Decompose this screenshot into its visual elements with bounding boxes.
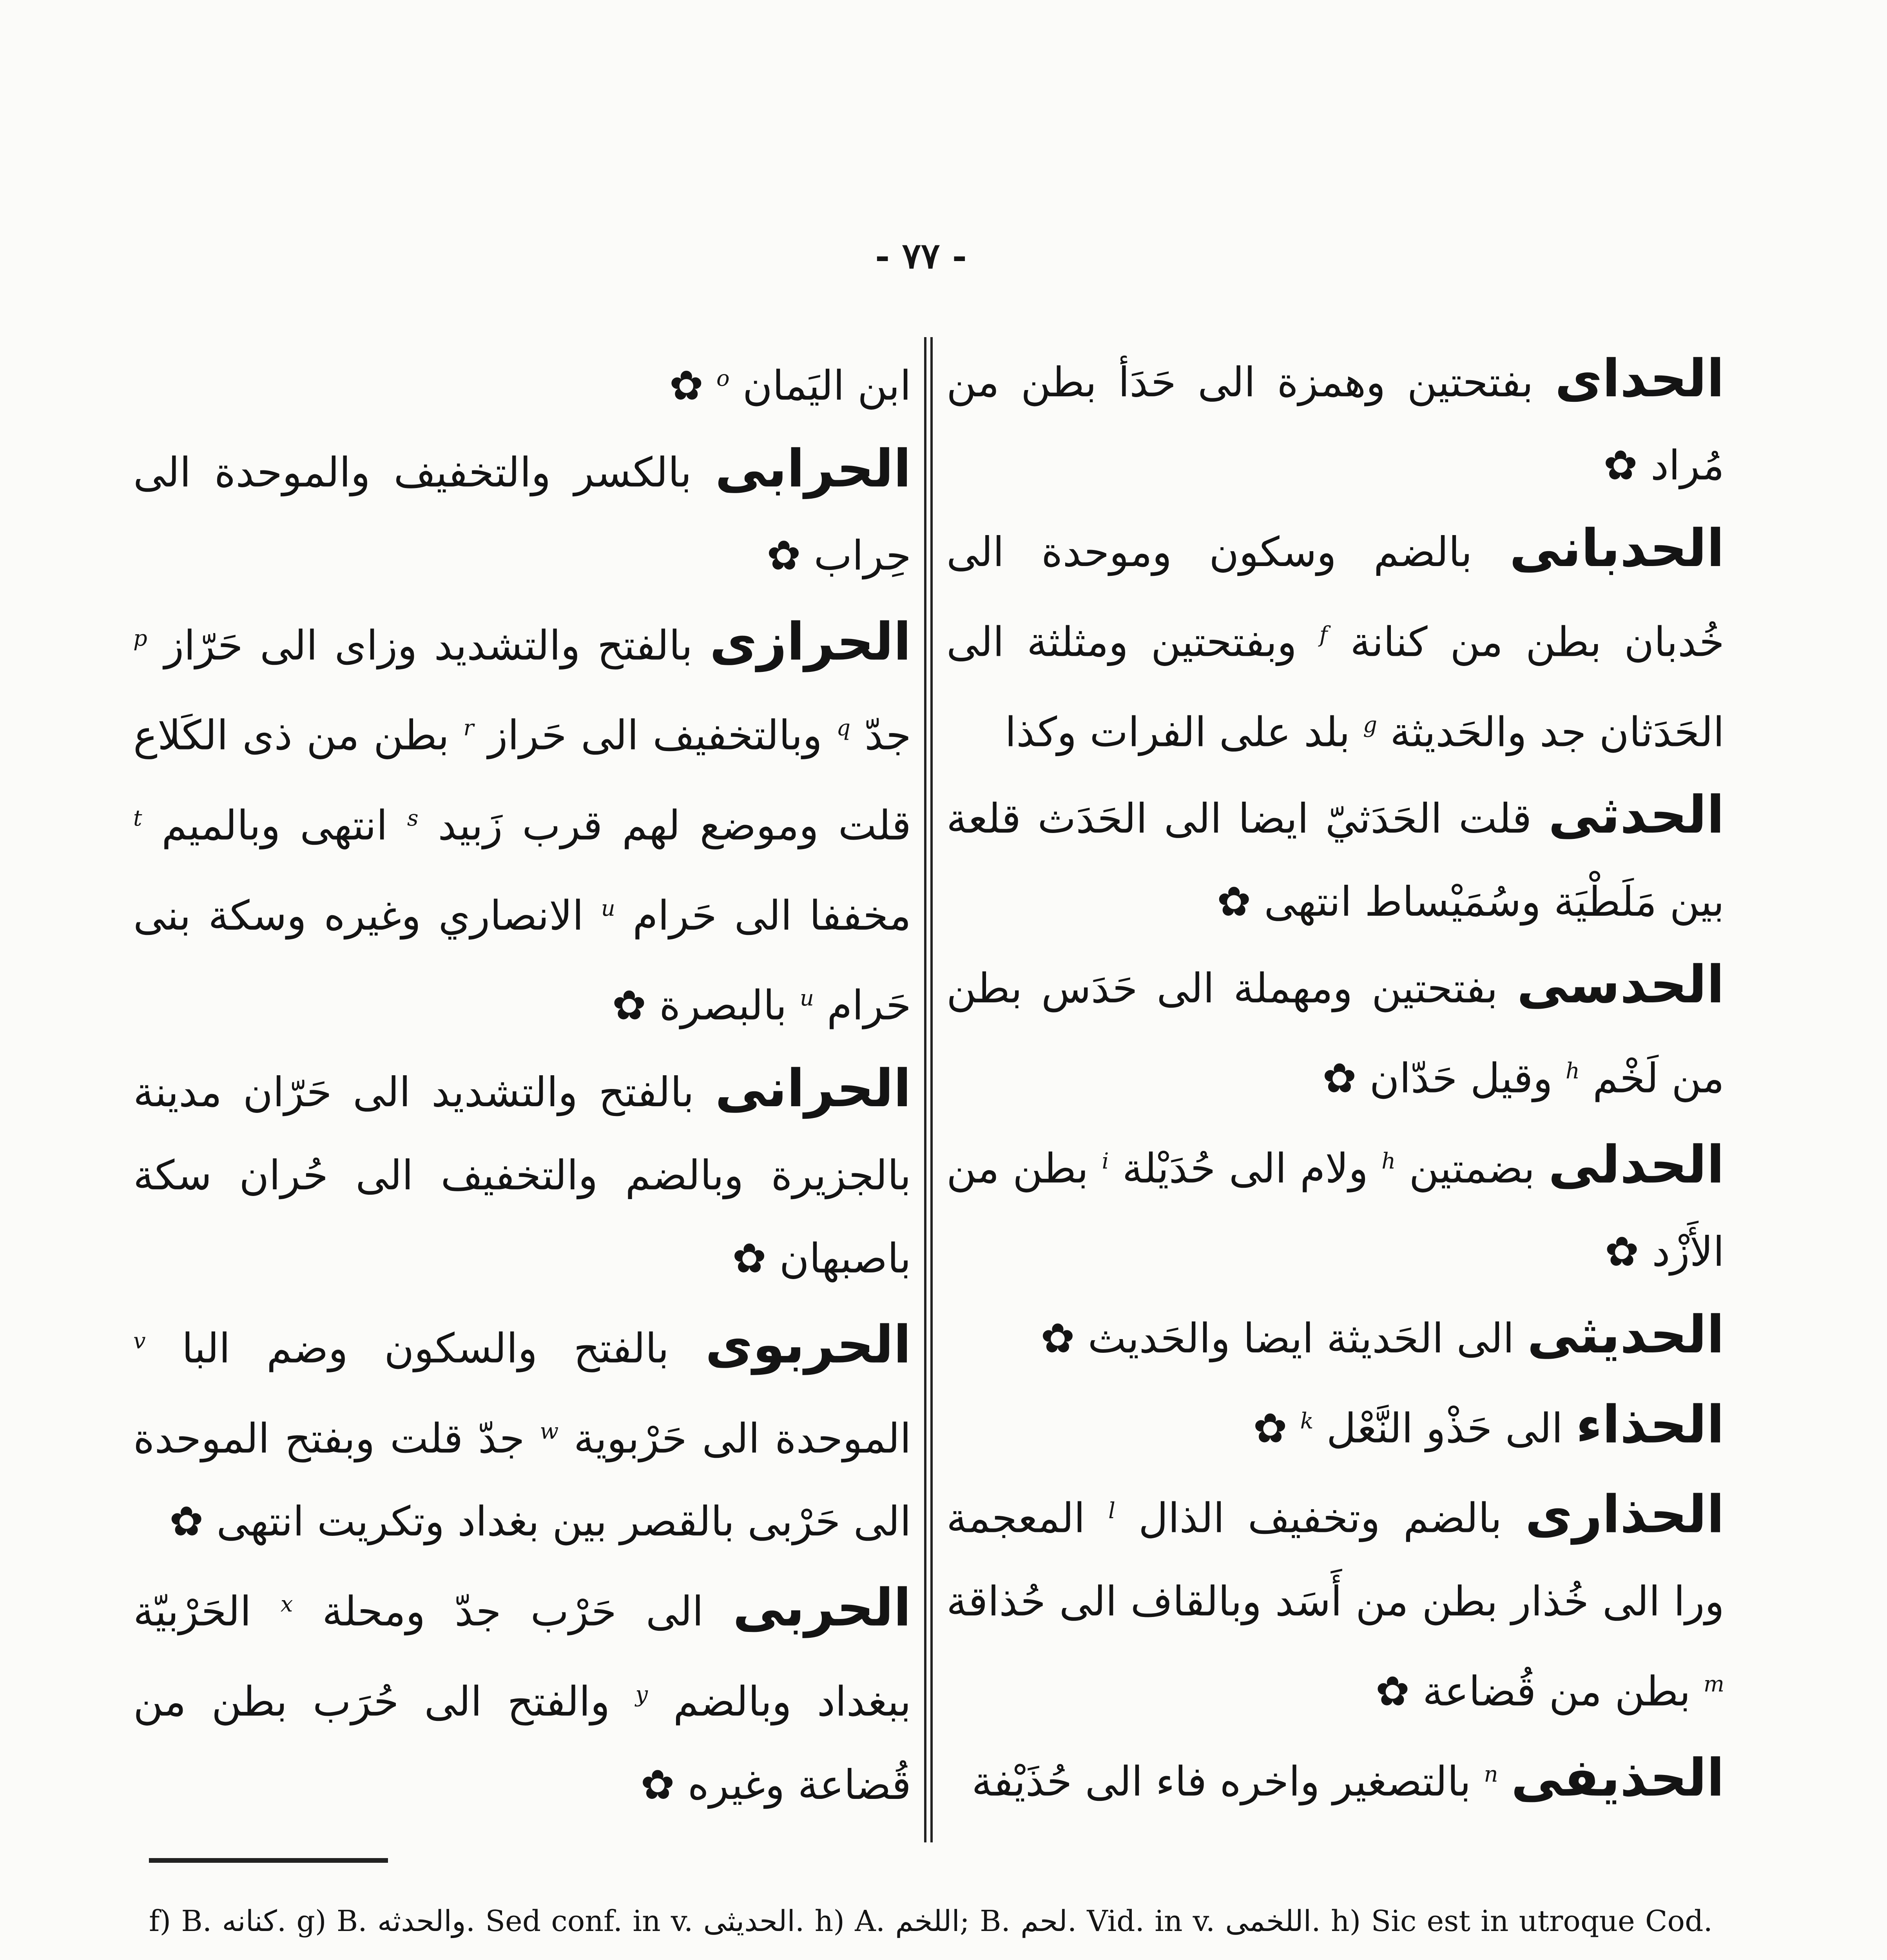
footnote-ref: m — [1703, 1671, 1724, 1697]
entry-headword: الحذیفی — [1511, 1748, 1724, 1808]
entry-text: ابن اليَمان — [729, 361, 911, 410]
entry-text: بالبصرة ✿ — [612, 981, 800, 1029]
entry-text: وقيل حَدّان ✿ — [1322, 1054, 1566, 1102]
footnote-ref: h — [1565, 1058, 1580, 1084]
footnote-ref: s — [407, 805, 419, 831]
entry-text: جدّ قلت وبفتح الموحدة الى حَرْبى بالقصر بين بغداد وتكريت انتهى ✿ — [133, 1414, 911, 1546]
footnote-ref: u — [601, 895, 615, 921]
entry — [946, 507, 1724, 773]
entry-text: وبالتخفيف الى حَراز — [474, 711, 837, 759]
entry-headword: الحربی — [732, 1577, 912, 1638]
entry-text: بالتصغير واخره فاء الى حُذَيْفة — [972, 1757, 1484, 1806]
entry-text: ✿ — [1253, 1404, 1300, 1452]
entry-text: الانصاري وغيره وسكة بنى حَرام — [133, 891, 911, 1029]
entry-text: بطن من الأَزْد ✿ — [946, 1144, 1724, 1276]
entry-text: الى حَرْب جدّ ومحلة — [293, 1587, 733, 1635]
entry-text — [1498, 1757, 1511, 1805]
entry — [133, 597, 911, 1047]
footnote-ref: w — [540, 1418, 559, 1444]
left-column — [133, 337, 911, 1838]
entry — [946, 337, 1724, 507]
entry-text: جدّ — [850, 711, 912, 759]
entry — [946, 1293, 1724, 1380]
entry-headword: الحدیثی — [1527, 1304, 1724, 1365]
footnote-ref: g — [1363, 712, 1378, 738]
entry-text: ولام الى حُدَيْلة — [1109, 1144, 1382, 1192]
entry-text: الى حَذْو النَّعْل — [1313, 1404, 1576, 1452]
footnote-rule — [149, 1858, 388, 1863]
footnote-ref: t — [133, 805, 142, 831]
entry-text: بطن من ذى الكَلاع قلت وموضع لهم قرب زَبيد — [133, 711, 912, 849]
footnote-ref: x — [280, 1592, 293, 1617]
footnote-ref: l — [1108, 1498, 1115, 1524]
entry-text: بالضم وسكون وموحدة الى خُدبان بطن من كنانة — [946, 528, 1724, 666]
entry-text: انتهى وبالميم — [142, 801, 407, 849]
entry-text: قلت الحَدَثيّ ايضا الى الحَدَث قلعة بين مَلَطْيَة وسُمَيْساط انتهى ✿ — [946, 795, 1724, 926]
entry-headword: الحدای — [1555, 348, 1724, 409]
footnote-ref: i — [1102, 1148, 1109, 1174]
entry-headword: الحدبانی — [1509, 518, 1724, 579]
entry — [133, 1563, 911, 1826]
entry-text: مخففا الى حَرام — [615, 891, 911, 940]
entry-text: الموحدة الى حَرْبوية — [558, 1414, 911, 1463]
footnote-ref: k — [1300, 1408, 1314, 1434]
footnote-ref: u — [799, 985, 814, 1011]
footnote-ref: v — [133, 1328, 146, 1354]
right-column — [946, 337, 1724, 1838]
footnote-ref: q — [836, 715, 851, 741]
entry-text: بالضم وتخفيف الذال — [1115, 1494, 1525, 1542]
entry-text: بالكسر والتخفيف والموحدة الى حِراب ✿ — [133, 448, 911, 579]
entry — [946, 943, 1724, 1120]
entry — [133, 1047, 911, 1300]
footnote-ref: p — [133, 625, 147, 651]
entry-headword: الحدسی — [1517, 955, 1724, 1015]
two-column-text — [133, 337, 1724, 1838]
entry-text: بالفتح والتشديد الى حَرّان مدينة بالجزيرة وبالضم والتخفيف الى حُران سكة باصبهان ✿ — [133, 1068, 911, 1282]
entry-text: ✿ — [669, 361, 716, 410]
entry-headword: الحرازی — [709, 612, 911, 672]
column-divider — [924, 337, 933, 1842]
entry-text: الى الحَديثة ايضا والحَديث ✿ — [1040, 1314, 1527, 1362]
entry-text: بلد على الفرات وكذا — [1005, 708, 1363, 756]
entry-text: بفتحتين ومهملة الى حَدَس بطن من لَخْم — [946, 964, 1724, 1102]
entry-headword: الحرانی — [715, 1058, 911, 1119]
entry-text: بالفتح والتشديد وزاى الى حَرّاز — [147, 621, 710, 670]
entry-headword: الحدثی — [1548, 785, 1724, 846]
entry-text: بضمتين — [1396, 1144, 1548, 1192]
footnotes: f) B. كنانه. g) B. والحدثه. Sed conf. in v. الحديثى. h) A. اللخم; B. لحم. Vid. in v. اللخمى. h) Sic est in utroque Cod. — [149, 1904, 1713, 1938]
footnote-ref: h — [1381, 1148, 1396, 1174]
entry-text: الحَرْبيّة ببغداد وبالضم — [133, 1587, 911, 1726]
page-number-top: - ٧٧ - — [875, 235, 967, 277]
entry — [946, 1733, 1724, 1823]
footnote-ref: y — [635, 1681, 648, 1707]
footnote-ref: r — [463, 715, 474, 741]
entry — [946, 1120, 1724, 1293]
entry-text: والفتح الى حُرَب بطن من قُضاعة وغيره ✿ — [133, 1677, 911, 1809]
entry-headword: الحذاء — [1576, 1394, 1724, 1455]
footnote-ref: o — [716, 366, 730, 391]
entry-headword: الحدلی — [1548, 1134, 1724, 1195]
entry-text: وبفتحتين ومثلثة الى الحَدَثان جد والحَديثة — [946, 618, 1724, 756]
entry — [946, 1380, 1724, 1470]
entry — [133, 337, 911, 427]
entry-text: بطن من قُضاعة ✿ — [1375, 1667, 1704, 1715]
footnote-ref: f — [1319, 622, 1328, 648]
entry-headword: الحربوی — [705, 1314, 911, 1375]
entry-headword: الحذاری — [1525, 1484, 1725, 1545]
entry — [133, 427, 911, 597]
entry — [946, 773, 1724, 943]
entry-text: بفتحتين وهمزة الى حَدَأ بطن من مُراد ✿ — [946, 358, 1724, 489]
entry — [946, 1470, 1724, 1733]
entry-text: بالفتح والسكون وضم البا — [145, 1324, 705, 1372]
footnote-ref: n — [1484, 1761, 1498, 1787]
entry-text: المعجمة ورا الى خُذار بطن من أَسَد وبالقاف الى حُذاقة — [946, 1494, 1724, 1625]
entry-headword: الحرابی — [715, 438, 911, 499]
entry — [133, 1300, 911, 1563]
